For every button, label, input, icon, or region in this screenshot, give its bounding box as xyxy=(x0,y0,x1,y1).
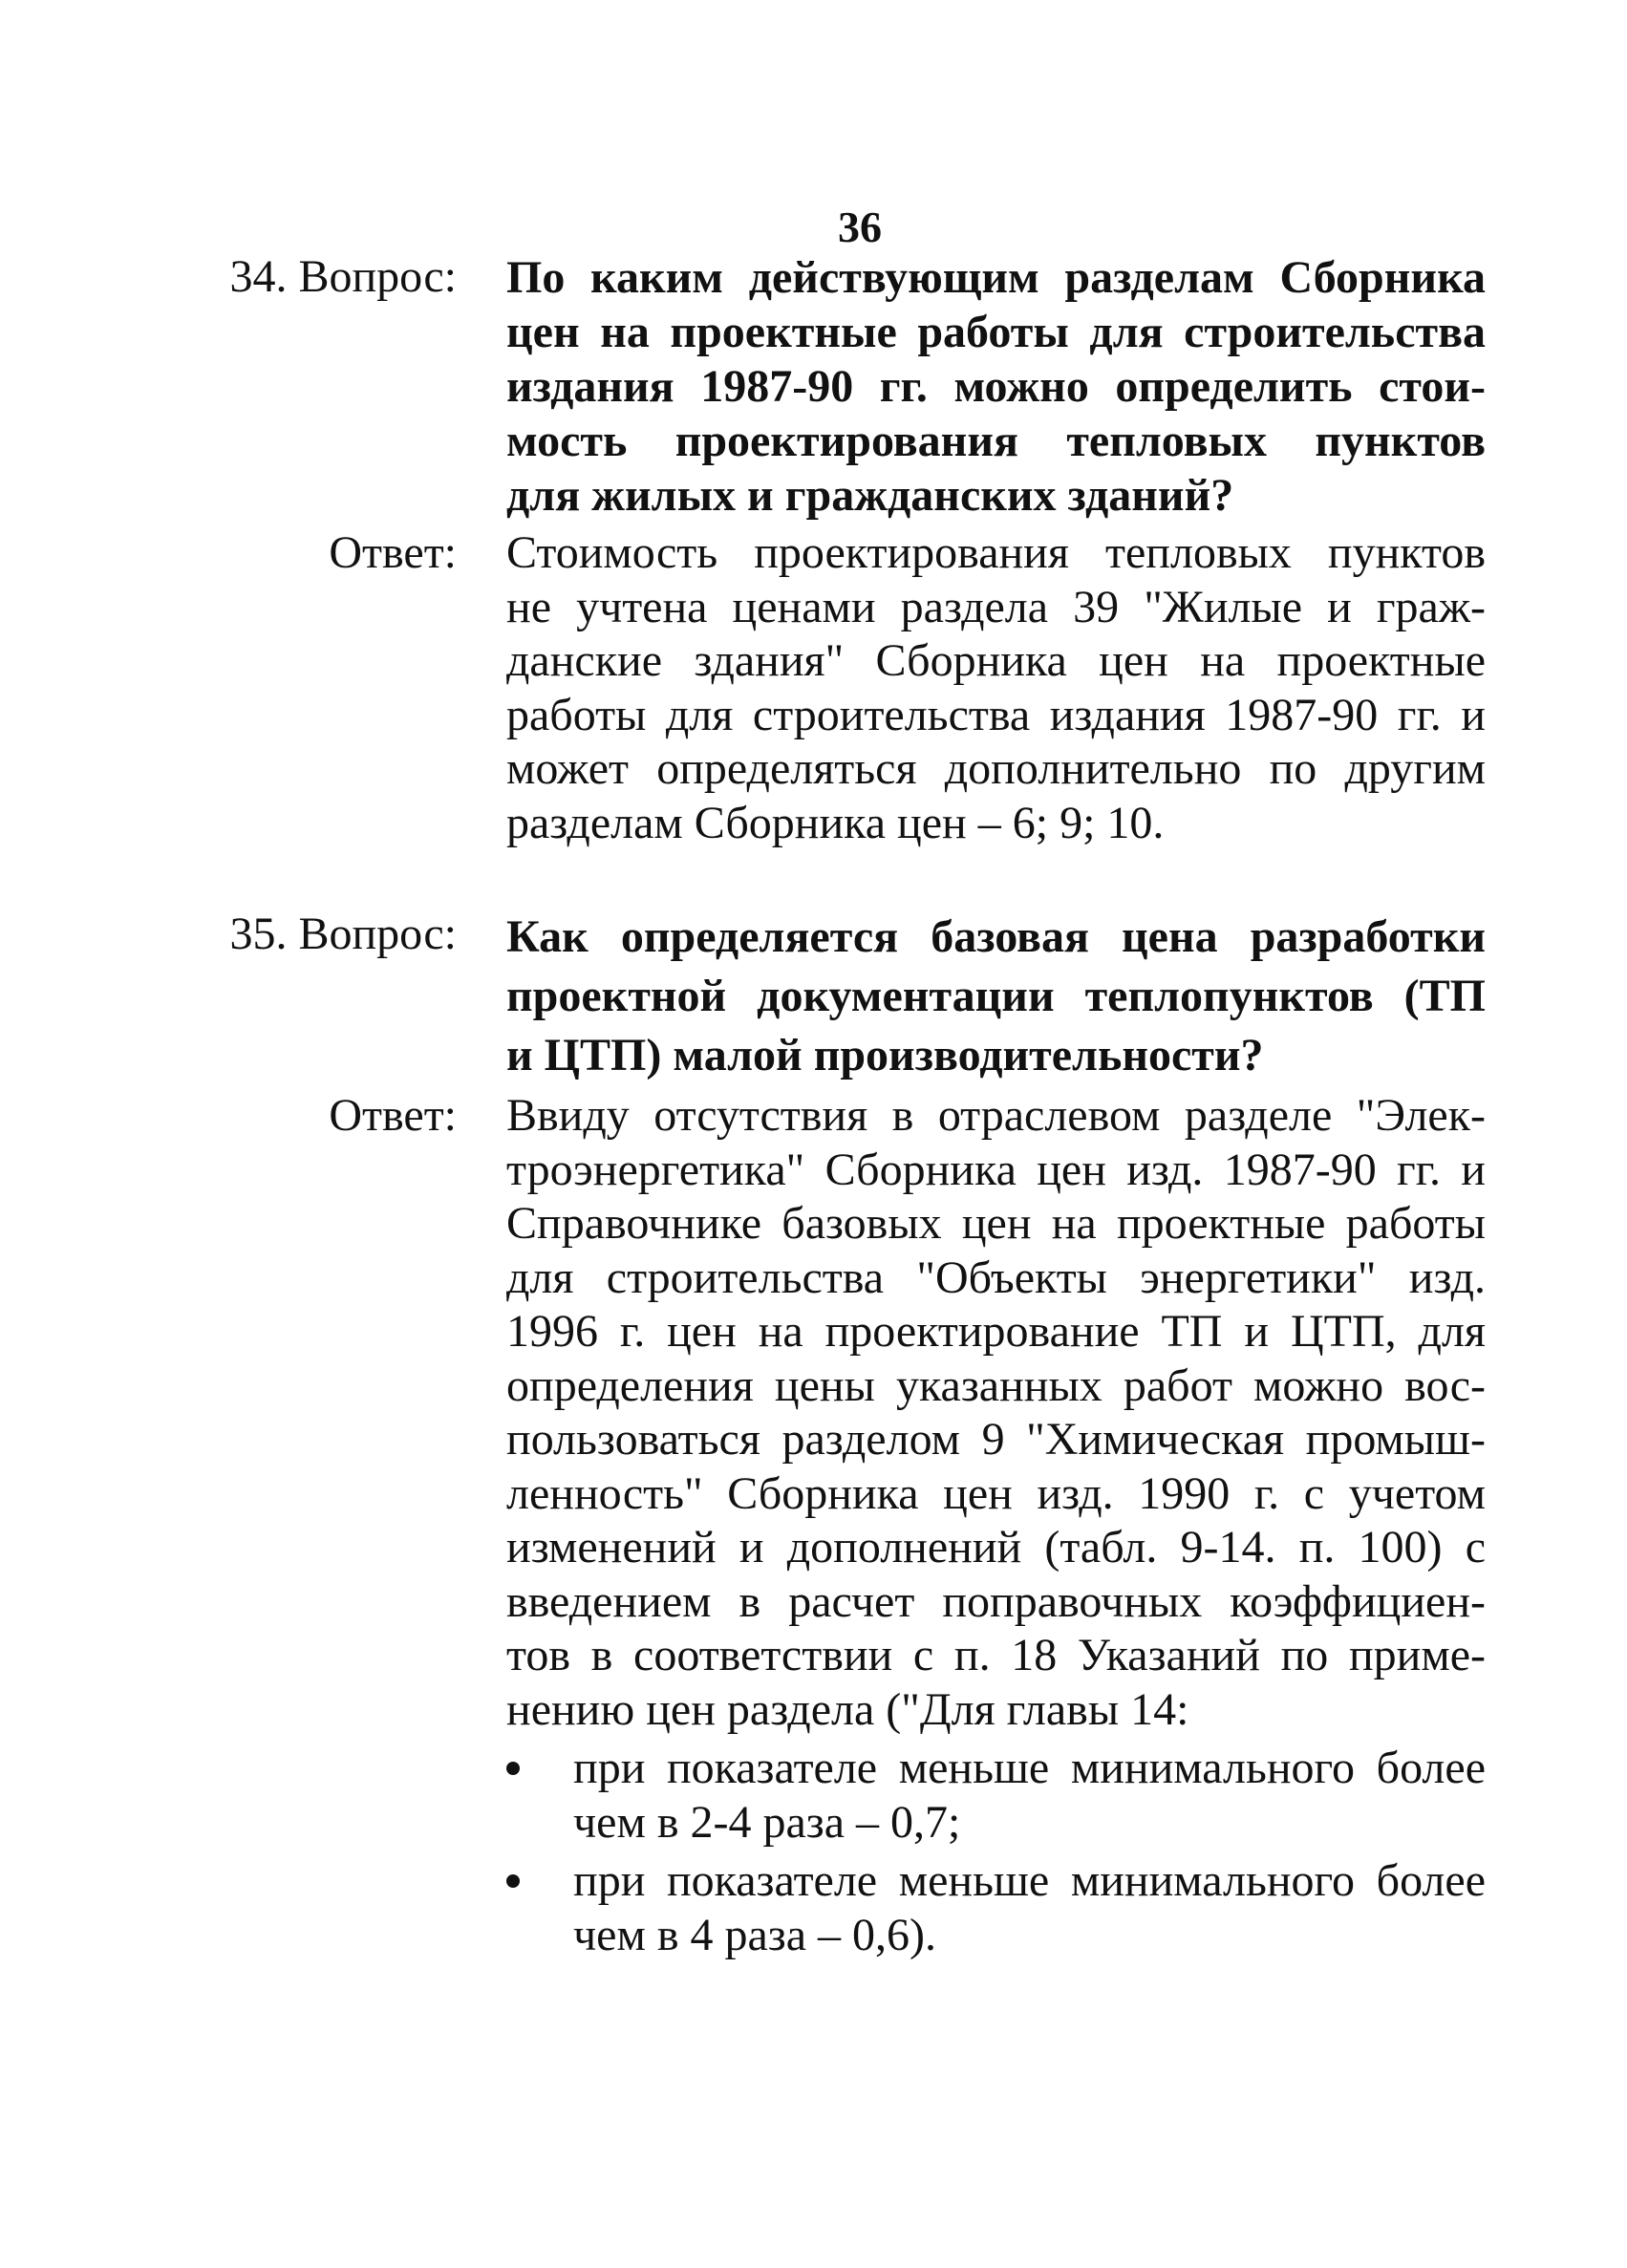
answer-text xyxy=(506,1089,1486,1737)
text-line: Справочнике базовых цен на проектные работы xyxy=(506,1198,1486,1249)
text-line: разделам Сборника цен – 6; 9; 10. xyxy=(506,797,1165,848)
text-line: тов в соответствии с п. 18 Указаний по приме- xyxy=(506,1630,1486,1680)
question-label: 34. Вопрос: xyxy=(229,251,457,302)
text-line: Ввиду отсутствия в отраслевом разделе "Элек- xyxy=(506,1090,1486,1141)
text-line: Стоимость проектирования тепловых пунктов xyxy=(506,527,1486,578)
bullet-icon xyxy=(506,1762,520,1775)
text-line: может определяться дополнительно по другим xyxy=(506,743,1486,794)
text-line: не учтена ценами раздела 39 "Жилые и граж- xyxy=(506,581,1486,632)
bullet-item xyxy=(506,1742,1486,1850)
text-line: нению цен раздела ("Для главы 14: xyxy=(506,1683,1189,1735)
text-line: введением в расчет поправочных коэффициен- xyxy=(506,1575,1486,1627)
text-line: мость проектирования тепловых пунктов xyxy=(506,416,1486,466)
question-row xyxy=(0,908,1627,1085)
text-line: 1996 г. цен на проектирование ТП и ЦТП, для xyxy=(506,1306,1486,1357)
question-label: 35. Вопрос: xyxy=(229,909,457,959)
text-line: пользоваться разделом 9 "Химическая промыш- xyxy=(506,1414,1486,1465)
text-line: проектной документации теплопунктов (ТП xyxy=(506,971,1486,1021)
text-line: Как определяется базовая цена разработки xyxy=(506,911,1486,962)
answer-row xyxy=(0,1089,1627,1737)
text-line: изменений и дополнений (табл. 9-14. п. 100) с xyxy=(506,1522,1486,1573)
question-row xyxy=(0,250,1627,523)
text-line: чем в 2-4 раза – 0,7; xyxy=(573,1796,961,1848)
text-line: определения цены указанных работ можно вос- xyxy=(506,1359,1486,1411)
answer-label: Ответ: xyxy=(329,527,457,578)
text-line: троэнергетика" Сборника цен изд. 1987-90 гг. и xyxy=(506,1144,1486,1195)
text-line: чем в 4 раза – 0,6). xyxy=(573,1909,937,1960)
answer-row xyxy=(0,526,1627,850)
text-line: ленность" Сборника цен изд. 1990 г. с учетом xyxy=(506,1467,1486,1519)
text-line: для строительства "Объекты энергетики" изд. xyxy=(506,1252,1486,1303)
qa-block-34 xyxy=(0,250,1627,850)
text-line: при показателе меньше минимального более xyxy=(573,1855,1486,1906)
text-line: для жилых и гражданских зданий? xyxy=(506,470,1234,521)
bullet-icon xyxy=(506,1874,520,1888)
page-number: 36 xyxy=(838,203,882,251)
text-line: работы для строительства издания 1987-90 гг. и xyxy=(506,689,1486,740)
answer-text xyxy=(506,526,1486,850)
question-text xyxy=(506,908,1486,1085)
text-line: и ЦТП) малой производительности? xyxy=(506,1030,1264,1081)
text-line: при показателе меньше минимального более xyxy=(573,1743,1486,1793)
qa-block-35 xyxy=(0,908,1627,1962)
text-line: данские здания" Сборника цен на проектные xyxy=(506,635,1486,686)
text-line: цен на проектные работы для строительства xyxy=(506,307,1486,357)
bullet-list xyxy=(506,1742,1486,1962)
bullet-item xyxy=(506,1854,1486,1962)
question-text xyxy=(506,250,1486,523)
text-line: издания 1987-90 гг. можно определить стои- xyxy=(506,361,1486,412)
text-line: По каким действующим разделам Сборника xyxy=(506,252,1486,303)
answer-label: Ответ: xyxy=(329,1090,457,1141)
